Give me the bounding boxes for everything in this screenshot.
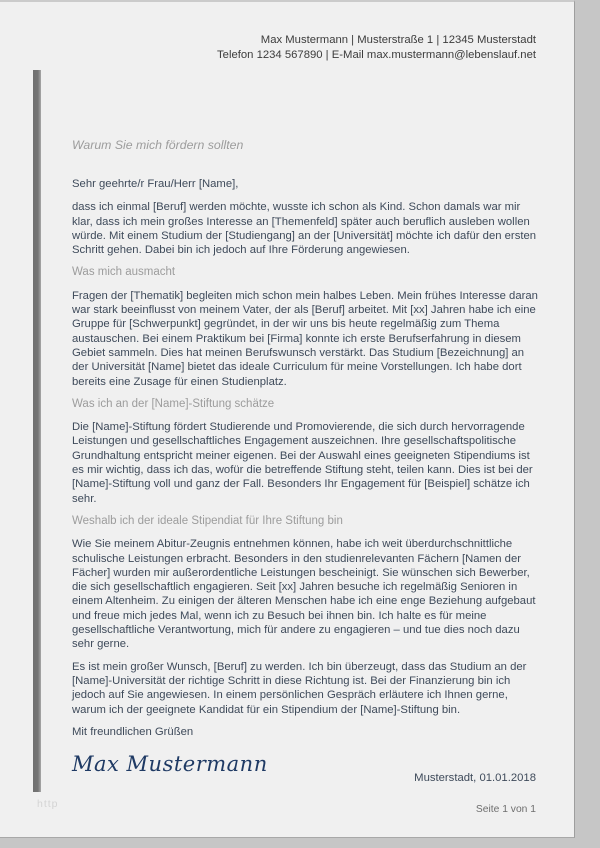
place-date-line: Musterstadt, 01.01.2018 (414, 772, 536, 784)
sender-address-line: Max Mustermann | Musterstraße 1 | 12345 Musterstadt (260, 34, 536, 46)
section-heading: Was mich ausmacht (72, 266, 176, 279)
body-paragraph: Es ist mein großer Wunsch, [Beruf] zu werden. Ich bin überzeugt, dass das Studium an der [Name]-Universität der richtige Schritt in diese Richtung ist. Bei der Finanzierung bin ich jedoch auf Sie angewiesen. In einem persönlichen Gespräch erläutere ich Ihnen gerne, warum ich der geeignete Kandidat für ein Stipendium der [Name]-Stiftung bin. (72, 660, 527, 716)
watermark-text-fragment: http (37, 798, 59, 810)
closing-formula: Mit freundlichen Grüßen (72, 725, 194, 738)
section-heading: Was ich an der [Name]-Stiftung schätze (72, 397, 275, 410)
section-heading: Weshalb ich der ideale Stipendiat für Ihre Stiftung bin (72, 514, 343, 527)
body-paragraph: Wie Sie meinem Abitur-Zeugnis entnehmen können, habe ich weit überdurchschnittliche schulische Leistungen erbracht. Besonders in den studienrelevanten Fächern [Namen der Fächer] wurden mir außerordentliche Leistungen bescheinigt. Sie wünschen sich Bewerber, die sich gesellschaftlich engagieren. Seit [xx] Jahren besuche ich regelmäßig Senioren in einem Altenheim. Zu einigen der älteren Menschen habe ich eine enge Beziehung aufgebaut und freue mich jedes Mal, wenn ich zu Besuch bei ihnen bin. Ich halte es für meine gesellschaftliche Verantwortung, mich für andere zu engagieren – und tue dies noch dazu sehr gerne. (72, 538, 536, 651)
letter-body (72, 138, 538, 776)
sender-phone-email-line: Telefon 1234 567890 | E-Mail max.mustermann@lebenslauf.net (217, 49, 536, 61)
sender-contact-block (217, 33, 536, 63)
left-accent-bar (33, 70, 41, 792)
letter-headline: Warum Sie mich fördern sollten (72, 138, 244, 152)
body-paragraph: Die [Name]-Stiftung fördert Studierende und Promovierende, die sich durch hervorragende Leistungen und gesellschaftliches Engagement auszeichnen. Ihre gesellschaftspolitische Grundhaltung entspricht meiner eigenen. Bei der Auswahl eines geeigneten Stipendiums ist es mir wichtig, dass ich das, wofür die betreffende Stiftung steht, teilen kann. Dies ist bei der [Name]-Stiftung voll und ganz der Fall. Besonders Ihr Engagement für [Beispiel] schätze ich sehr. (72, 421, 533, 505)
body-paragraph: Fragen der [Thematik] begleiten mich schon mein halbes Leben. Mein frühes Interesse daran war stark beeinflusst von meinem Vater, der als [Beruf] arbeitet. Mit [xx] Jahren habe ich eine Gruppe für [Schwerpunkt] gegründet, in der wir uns bis heute regelmäßig zum Thema austauschen. Bei einem Praktikum bei [Firma] konnte ich erste Berufserfahrung in diesem Gebiet sammeln. Dies hat meinen Berufswunsch verstärkt. Das Studium [Bezeichnung] an der Universität [Name] bietet das ideale Curriculum für meine Vorstellungen. Ich habe dort bereits eine Zusage für einen Studienplatz. (72, 289, 538, 388)
salutation: Sehr geehrte/r Frau/Herr [Name], (72, 178, 239, 190)
page-number: Seite 1 von 1 (475, 804, 536, 815)
signature: Max Mustermann (72, 752, 268, 777)
body-paragraph: dass ich einmal [Beruf] werden möchte, wusste ich schon als Kind. Schon damals war mir klar, dass ich mein großes Interesse an [Themenfeld] später auch beruflich ausleben wollen würde. Mit einem Studium der [Studiengang] an der [Universität] möchte ich dafür den ersten Schritt gehen. Dabei bin ich jedoch auf Ihre Förderung angewiesen. (72, 201, 537, 257)
